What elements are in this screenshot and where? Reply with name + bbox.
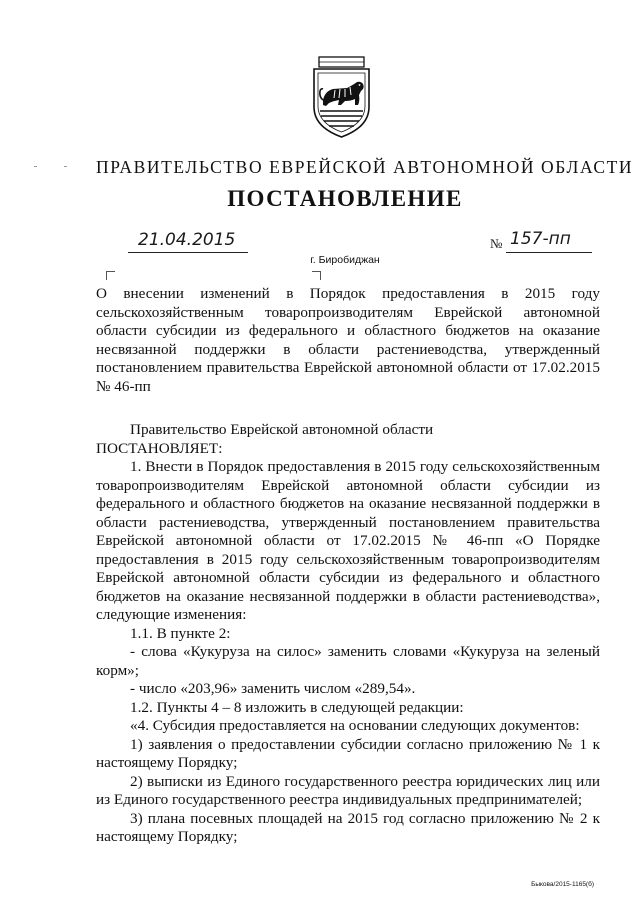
- number-underline: [506, 252, 592, 253]
- footer-reference-code: Быкова/2015-1165(б): [531, 881, 594, 888]
- preamble: Правительство Еврейской автономной области: [130, 421, 434, 438]
- document-type-title: ПОСТАНОВЛЕНИЕ: [227, 186, 463, 211]
- paragraph-1: 1. Внести в Порядок предоставления в 2015 году сельскохозяйственным товаропроизводителям Еврейской автономной области субсидии из федерального и областного бюджетов на оказание несвязанной поддержки в области растениеводства, утвержденный постановлением правительства Еврейской автономной области от 17.02.2015 № 46-пп «О Порядке предоставления в 2015 году сельскохозяйственным товаропроизводителям Еврейской автономной области субсидии из федерального и областного бюджетов на оказание несвязанной поддержки в области растениеводства», следующие изменения:: [96, 458, 600, 623]
- subject-corner-mark-right: [312, 271, 321, 280]
- paragraph-4-3: 3) плана посевных площадей на 2015 год согласно приложению № 2 к настоящему Порядку;: [96, 809, 600, 845]
- decree-body: [96, 421, 600, 847]
- handwritten-date: 21.04.2015: [138, 230, 236, 250]
- margin-mark: [34, 166, 37, 167]
- city-label: г. Биробиджан: [310, 254, 380, 266]
- subject-block: [96, 285, 600, 396]
- coat-of-arms-emblem: [311, 55, 372, 139]
- paragraph-4: «4. Субсидия предоставляется на основании следующих документов:: [130, 717, 580, 734]
- date-underline: [128, 252, 248, 253]
- paragraph-4-1: 1) заявления о предоставлении субсидии согласно приложению № 1 к настоящему Порядку;: [96, 735, 600, 771]
- paragraph-1-1-a: - слова «Кукуруза на силос» заменить словами «Кукуруза на зеленый корм»;: [96, 643, 600, 679]
- paragraph-1-2: 1.2. Пункты 4 – 8 изложить в следующей редакции:: [130, 698, 464, 716]
- paragraph-4-2: 2) выписки из Единого государственного реестра юридических лиц или из Единого государственного реестра индивидуальных предпринимателей;: [96, 772, 600, 808]
- subject-text: О внесении изменений в Порядок предоставления в 2015 году сельскохозяйственным товаропроизводителям Еврейской автономной области субсидии из федерального и областного бюджетов на оказание несвязанной поддержки в области растениеводства, утвержденный постановлением правительства Еврейской автономной области от 17.02.2015 № 46-пп: [96, 285, 600, 395]
- subject-corner-mark-left: [106, 271, 115, 280]
- number-label: №: [490, 236, 503, 251]
- handwritten-number: 157-пп: [510, 229, 571, 249]
- paragraph-1-1: 1.1. В пункте 2:: [130, 624, 231, 642]
- decree-word: ПОСТАНОВЛЯЕТ:: [96, 439, 223, 457]
- margin-mark: [64, 166, 67, 167]
- government-heading: ПРАВИТЕЛЬСТВО ЕВРЕЙСКОЙ АВТОНОМНОЙ ОБЛАСТИ: [96, 157, 634, 177]
- paragraph-1-1-b: - число «203,96» заменить числом «289,54».: [130, 680, 416, 697]
